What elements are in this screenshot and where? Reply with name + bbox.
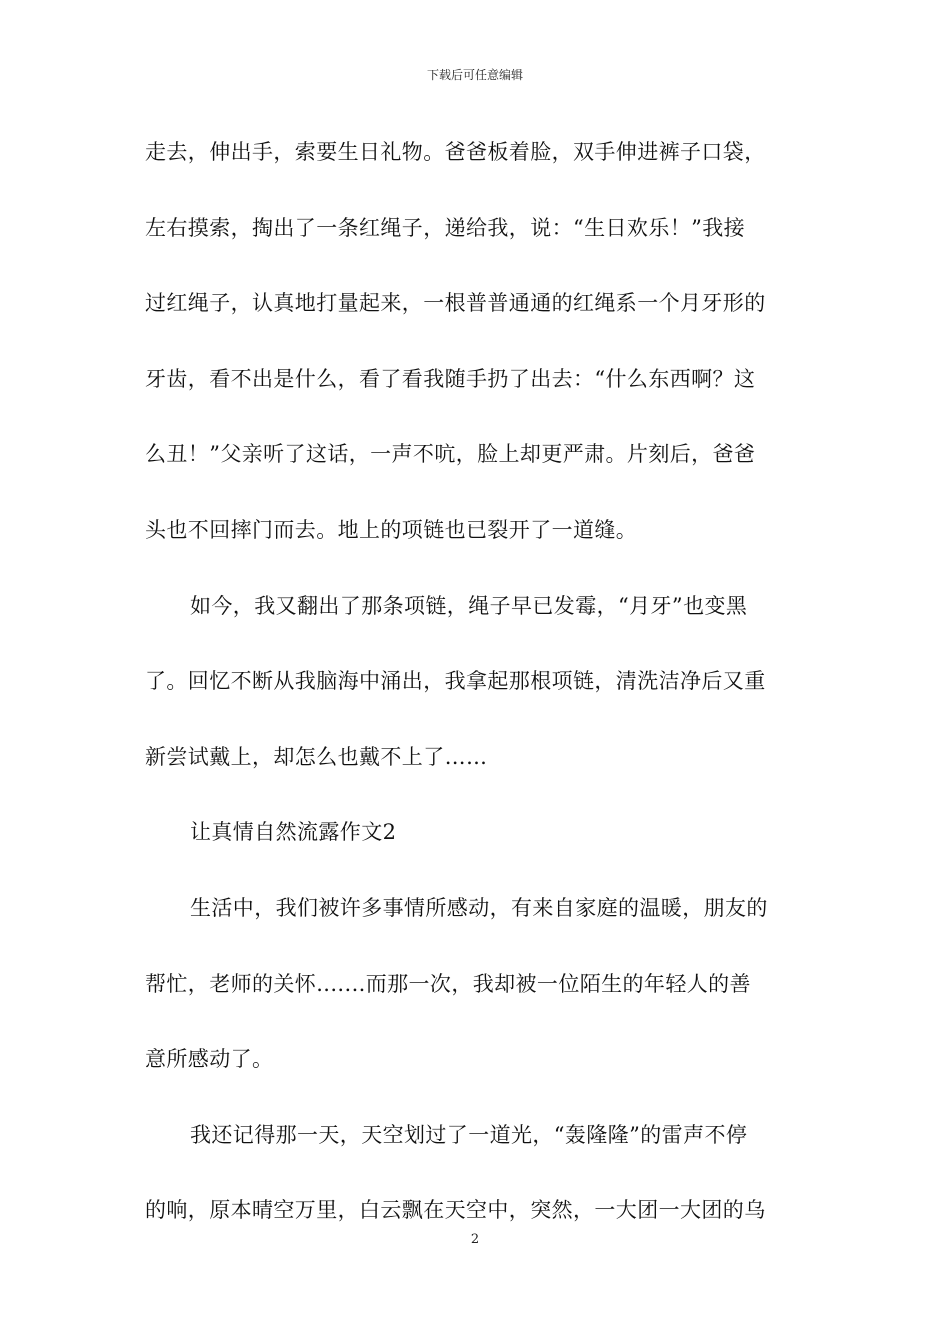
paragraph-start-line: 如今，我又翻出了那条项链，绳子早已发霉，“月牙”也变黑: [190, 593, 748, 618]
text-line: 意所感动了。: [145, 1047, 274, 1072]
essay-title: 让真情自然流露作文2: [190, 820, 397, 845]
paragraph-start-line: 生活中，我们被许多事情所感动，有来自家庭的温暖，朋友的: [190, 895, 768, 920]
page-number: 2: [470, 1232, 480, 1247]
text-line: 帮忙，老师的关怀.......而那一次，我却被一位陌生的年轻人的善: [145, 971, 751, 996]
document-body: [145, 132, 815, 1266]
page-header-note: 下载后可任意编辑: [426, 68, 523, 82]
text-line: 头也不回摔门而去。地上的项链也已裂开了一道缝。: [145, 517, 638, 542]
text-line: 了。回忆不断从我脑海中涌出，我拿起那根项链，清洗洁净后又重: [145, 669, 766, 694]
text-line: 么丑！”父亲听了这话，一声不吭，脸上却更严肃。片刻后，爸爸: [145, 442, 756, 467]
text-line: 过红绳子，认真地打量起来，一根普普通通的红绳系一个月牙形的: [145, 291, 766, 316]
text-line: 的响，原本晴空万里，白云飘在天空中，突然，一大团一大团的乌: [145, 1198, 766, 1223]
text-line: 牙齿，看不出是什么，看了看我随手扔了出去：“什么东西啊？这: [145, 366, 756, 391]
text-line: 走去，伸出手，索要生日礼物。爸爸板着脸，双手伸进裤子口袋，: [145, 140, 766, 164]
text-line: 新尝试戴上，却怎么也戴不上了……: [145, 744, 488, 769]
text-line: 左右摸索，掏出了一条红绳子，递给我，说：“生日欢乐！”我接: [145, 215, 746, 240]
paragraph-start-line: 我还记得那一天，天空划过了一道光，“轰隆隆”的雷声不停: [190, 1122, 748, 1147]
